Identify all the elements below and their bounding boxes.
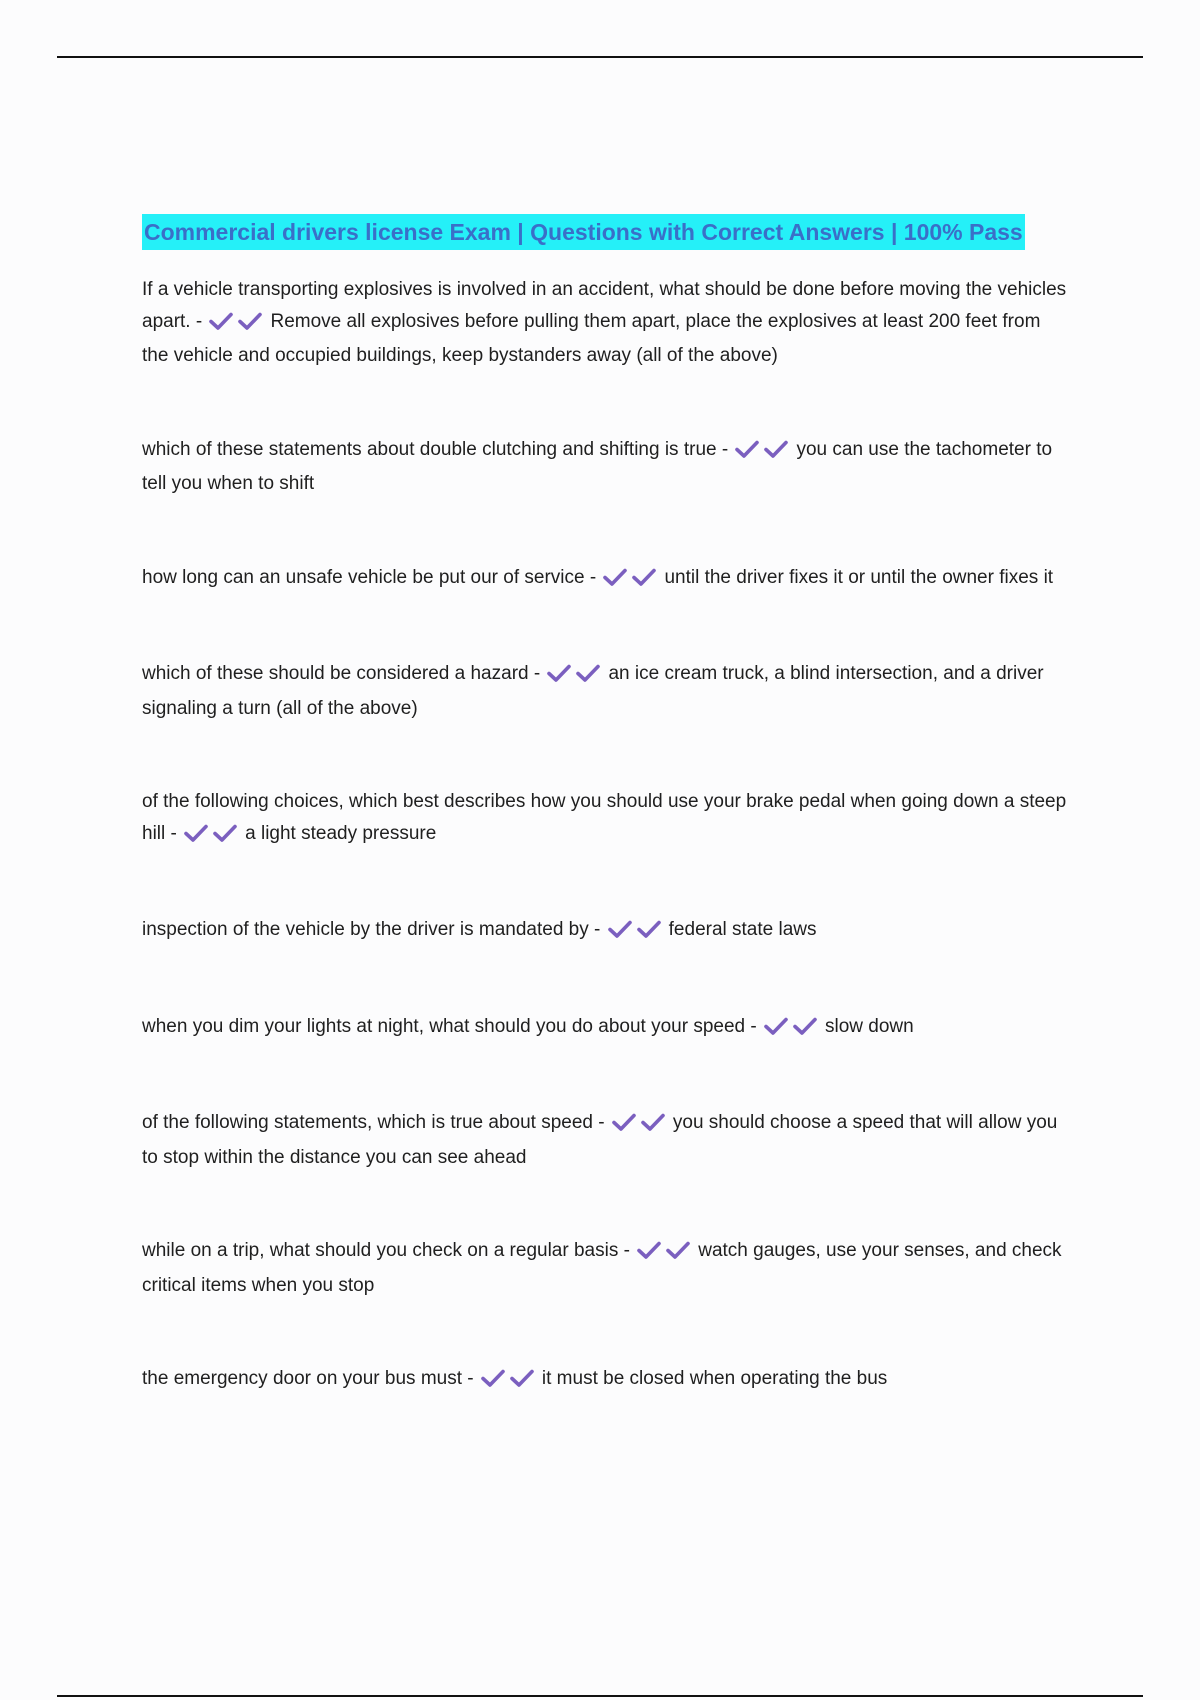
question-text: how long can an unsafe vehicle be put our of service <box>142 566 585 588</box>
double-check-icons <box>481 1366 539 1398</box>
separator: - <box>623 1240 630 1261</box>
check-icon <box>547 664 571 682</box>
check-icon <box>608 920 632 938</box>
separator: - <box>170 822 177 844</box>
answer-text: federal state laws <box>668 919 817 940</box>
question-text: of the following statements, which is true about speed <box>142 1112 593 1133</box>
document-title: Commercial drivers license Exam | Questions with Correct Answers | 100% Pass <box>142 214 1025 250</box>
check-icon <box>764 440 788 458</box>
answer-text: you can use the tachometer to tell you when to shift <box>142 438 1053 494</box>
document-body <box>142 214 1072 1398</box>
double-check-icons <box>603 565 661 597</box>
bottom-rule <box>57 1695 1143 1697</box>
separator: - <box>195 310 203 332</box>
answer-text: slow down <box>825 1015 914 1037</box>
qa-item <box>142 786 1072 852</box>
qa-item <box>142 914 1072 949</box>
qa-item <box>142 562 1072 597</box>
qa-item <box>142 434 1072 500</box>
check-icon <box>637 920 661 938</box>
double-check-icons <box>735 437 793 469</box>
question-text: If a vehicle transporting explosives is involved in an accident, what should be done before moving the vehicles apart. <box>142 279 1067 332</box>
separator: - <box>467 1368 474 1389</box>
check-icon <box>735 440 759 458</box>
double-check-icons <box>209 309 267 341</box>
separator: - <box>750 1015 757 1037</box>
qa-item <box>142 1363 1072 1398</box>
check-icon <box>213 824 237 842</box>
check-icon <box>764 1017 788 1035</box>
check-icon <box>612 1113 636 1131</box>
double-check-icons <box>764 1014 822 1046</box>
check-icon <box>510 1369 534 1387</box>
check-icon <box>576 664 600 682</box>
double-check-icons <box>612 1110 670 1142</box>
qa-item <box>142 274 1072 372</box>
check-icon <box>641 1113 665 1131</box>
top-rule <box>57 56 1143 58</box>
answer-text: a light steady pressure <box>245 822 437 844</box>
answer-text: you should choose a speed that will allow you to stop within the distance you can see ahead <box>142 1112 1058 1168</box>
qa-item <box>142 1011 1072 1046</box>
check-icon <box>637 1241 661 1259</box>
check-icon <box>793 1017 817 1035</box>
double-check-icons <box>637 1238 695 1270</box>
separator: - <box>598 1112 605 1133</box>
double-check-icons <box>184 821 242 853</box>
check-icon <box>603 568 627 586</box>
question-text: while on a trip, what should you check on a regular basis <box>142 1240 619 1261</box>
separator: - <box>589 566 597 588</box>
double-check-icons <box>608 917 666 949</box>
qa-item <box>142 1235 1072 1301</box>
question-text: which of these should be considered a hazard <box>142 663 529 684</box>
qa-item <box>142 1107 1072 1173</box>
qa-list <box>142 274 1072 1398</box>
check-icon <box>238 312 262 330</box>
question-text: which of these statements about double clutching and shifting is true <box>142 438 717 460</box>
question-text: the emergency door on your bus must <box>142 1368 463 1389</box>
answer-text: Remove all explosives before pulling them apart, place the explosives at least 200 feet from the vehicle and occupied buildings, keep bystanders away (all of the above) <box>142 310 1041 366</box>
question-text: inspection of the vehicle by the driver is mandated by <box>142 919 589 940</box>
question-text: of the following choices, which best describes how you should use your brake pedal when going down a steep hill <box>142 791 1067 844</box>
check-icon <box>209 312 233 330</box>
answer-text: until the driver fixes it or until the owner fixes it <box>664 566 1054 588</box>
separator: - <box>533 663 541 684</box>
check-icon <box>666 1241 690 1259</box>
separator: - <box>721 438 729 460</box>
question-text: when you dim your lights at night, what should you do about your speed <box>142 1015 746 1037</box>
answer-text: it must be closed when operating the bus <box>541 1368 888 1389</box>
check-icon <box>481 1369 505 1387</box>
separator: - <box>594 919 601 940</box>
qa-item <box>142 658 1072 724</box>
answer-text: an ice cream truck, a blind intersection, and a driver signaling a turn (all of the above) <box>142 663 1044 719</box>
answer-text: watch gauges, use your senses, and check critical items when you stop <box>142 1240 1062 1296</box>
double-check-icons <box>547 661 605 693</box>
check-icon <box>632 568 656 586</box>
check-icon <box>184 824 208 842</box>
